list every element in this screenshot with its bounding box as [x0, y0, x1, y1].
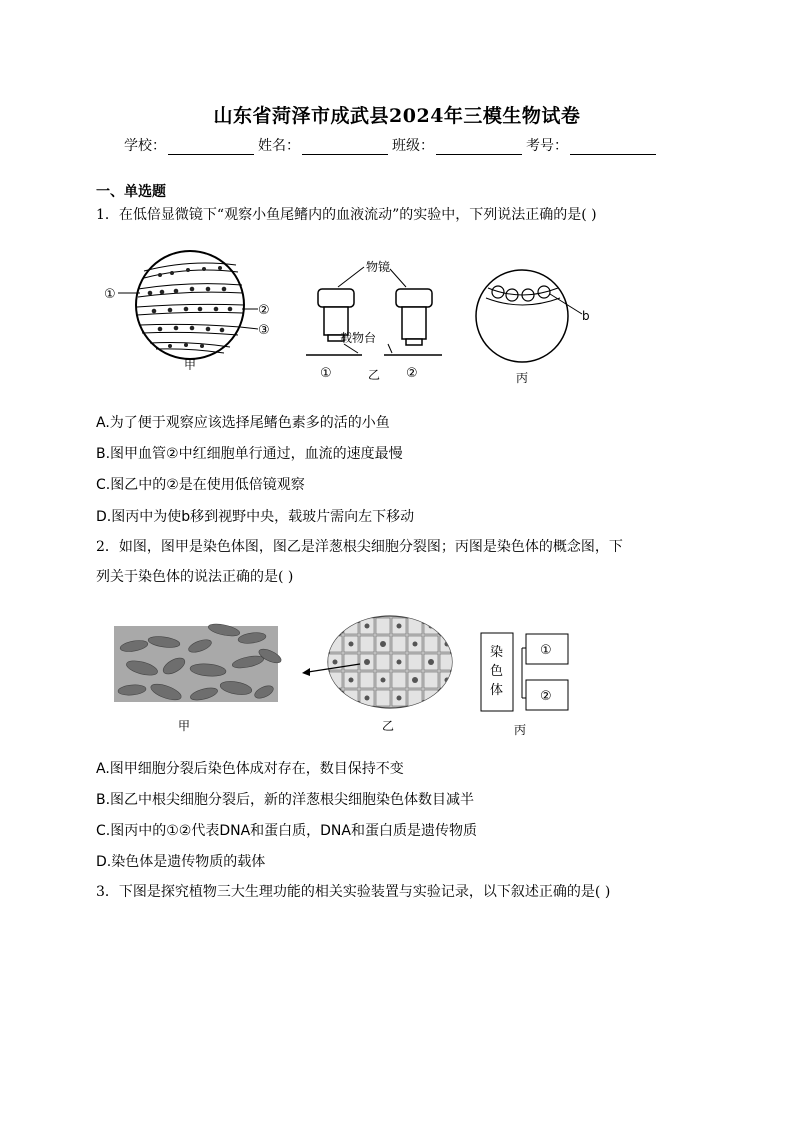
q2-yi-caption: 乙	[382, 719, 395, 733]
q1-yi-caption: 乙	[368, 368, 381, 382]
class-label: 班级：	[392, 138, 434, 154]
class-blank	[436, 139, 522, 155]
q1-stage-label: 载物台	[340, 331, 377, 345]
q2-option-a[interactable]: A.图甲细胞分裂后染色体成对存在，数目保持不变	[96, 761, 404, 777]
q2-bing-label-2: ②	[540, 689, 552, 704]
q1-option-b[interactable]: B.图甲血管②中红细胞单行通过，血流的速度最慢	[96, 446, 403, 462]
q1-jia-label-2: ②	[258, 303, 270, 318]
q2-figure-jia	[112, 616, 287, 736]
name-blank	[302, 139, 388, 155]
q1-yi-label-2: ②	[406, 366, 418, 381]
name-label: 姓名：	[258, 138, 300, 154]
question-3-stem: 3．下图是探究植物三大生理功能的相关实验装置与实验记录，以下叙述正确的是( )	[96, 884, 611, 900]
q1-bing-caption: 丙	[516, 371, 529, 385]
q1-figure-yi	[300, 255, 450, 385]
question-1-stem: 1．在低倍显微镜下“观察小鱼尾鳍内的血液流动”的实验中，下列说法正确的是( )	[96, 207, 597, 223]
q2-option-d[interactable]: D.染色体是遗传物质的载体	[96, 854, 266, 870]
q1-jia-caption: 甲	[184, 358, 197, 370]
student-info-row	[124, 135, 660, 155]
q2-chromosome-char-2: 色	[490, 664, 504, 679]
q1-jia-label-1: ①	[104, 287, 116, 302]
q2-figure-yi	[298, 612, 458, 736]
number-label: 考号：	[526, 138, 568, 154]
q2-chromosome-char-3: 体	[490, 683, 504, 698]
q2-figure-bing	[476, 628, 586, 740]
q1-figure-bing	[470, 268, 600, 388]
question-2-stem-line2: 列关于染色体的说法正确的是( )	[96, 569, 294, 585]
q2-chromosome-char-1: 染	[490, 645, 504, 660]
q1-option-d[interactable]: D.图丙中为使b移到视野中央，载玻片需向左下移动	[96, 509, 415, 525]
q1-b-label: b	[582, 309, 590, 323]
q1-objective-label: 物镜	[366, 260, 391, 274]
q2-option-b[interactable]: B.图乙中根尖细胞分裂后，新的洋葱根尖细胞染色体数目减半	[96, 792, 475, 808]
school-label: 学校：	[124, 138, 166, 154]
school-blank	[168, 139, 254, 155]
q1-option-a[interactable]: A.为了便于观察应该选择尾鳍色素多的活的小鱼	[96, 415, 390, 431]
number-blank	[570, 139, 656, 155]
q1-figure-jia	[100, 245, 280, 370]
q1-yi-label-1: ①	[320, 366, 332, 381]
q2-option-c[interactable]: C.图丙中的①②代表DNA和蛋白质，DNA和蛋白质是遗传物质	[96, 823, 477, 839]
q2-bing-caption: 丙	[514, 723, 527, 737]
q1-jia-label-3: ③	[258, 323, 270, 338]
q2-jia-caption: 甲	[178, 719, 191, 733]
page-title: 山东省菏泽市成武县2024年三模生物试卷	[213, 105, 581, 127]
q2-bing-label-1: ①	[540, 643, 552, 658]
section-heading: 一、单选题	[96, 184, 166, 200]
question-2-stem-line1: 2．如图，图甲是染色体图，图乙是洋葱根尖细胞分裂图；丙图是染色体的概念图，下	[96, 539, 623, 555]
q1-option-c[interactable]: C.图乙中的②是在使用低倍镜观察	[96, 477, 305, 493]
